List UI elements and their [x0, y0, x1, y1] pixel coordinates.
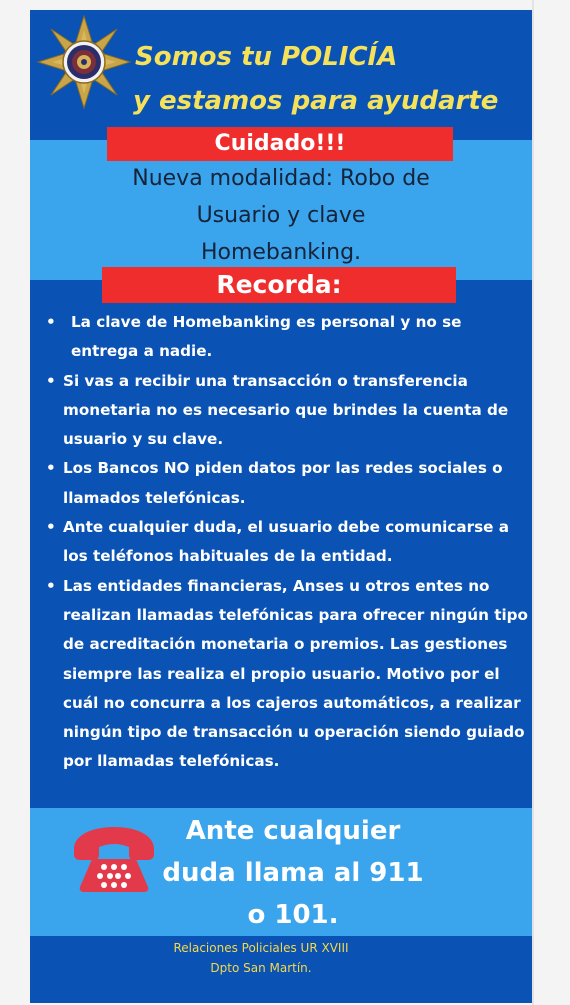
- red-telephone-icon: [68, 823, 160, 893]
- warning-text-line: Nueva modalidad: Robo de: [132, 166, 430, 191]
- security-poster: [30, 10, 532, 1003]
- list-item: • Ante cualquier duda, el usuario debe comunicarse a los teléfonos habituales de la entidad.: [44, 513, 528, 572]
- footer-line: Dpto San Martín.: [210, 961, 312, 975]
- title-line-1: Somos tu POLICÍA: [135, 42, 398, 72]
- list-item: • Los Bancos NO piden datos por las redes sociales o llamados telefónicas.: [44, 454, 528, 513]
- warning-text-line: Usuario y clave: [196, 203, 366, 228]
- list-item: • Las entidades financieras, Anses u otros entes no realizan llamadas telefónicas para ofrecer ningún tipo de acreditación monetaria o premios. Las gestiones siempre las realiza el propio usuario. Motivo por el cuál no concurra a los cajeros automáticos, a realizar ningún tipo de transacción u operación siendo guiado por llamadas telefónicas.: [44, 572, 528, 777]
- police-star-badge-icon: [36, 14, 132, 110]
- warning-text: [30, 160, 532, 271]
- warning-text-line: Homebanking.: [200, 240, 362, 265]
- footer-credit: [130, 938, 392, 978]
- call-line: Ante cualquier: [185, 816, 401, 846]
- call-line: duda llama al 911: [162, 858, 424, 888]
- list-item: • La clave de Homebanking es personal y no se entrega a nadie.: [44, 308, 528, 367]
- advice-list: [44, 308, 528, 777]
- recorda-label: Recorda:: [102, 267, 456, 303]
- cuidado-label: Cuidado!!!: [107, 127, 453, 161]
- list-item: • Si vas a recibir una transacción o transferencia monetaria no es necesario que brindes la cuenta de usuario y su clave.: [44, 367, 528, 455]
- title-line-2: y estamos para ayudarte: [133, 86, 499, 116]
- page-edge-line: [532, 0, 534, 1005]
- call-message: [148, 810, 438, 936]
- footer-line: Relaciones Policiales UR XVIII: [173, 941, 349, 955]
- call-line: o 101.: [247, 900, 339, 930]
